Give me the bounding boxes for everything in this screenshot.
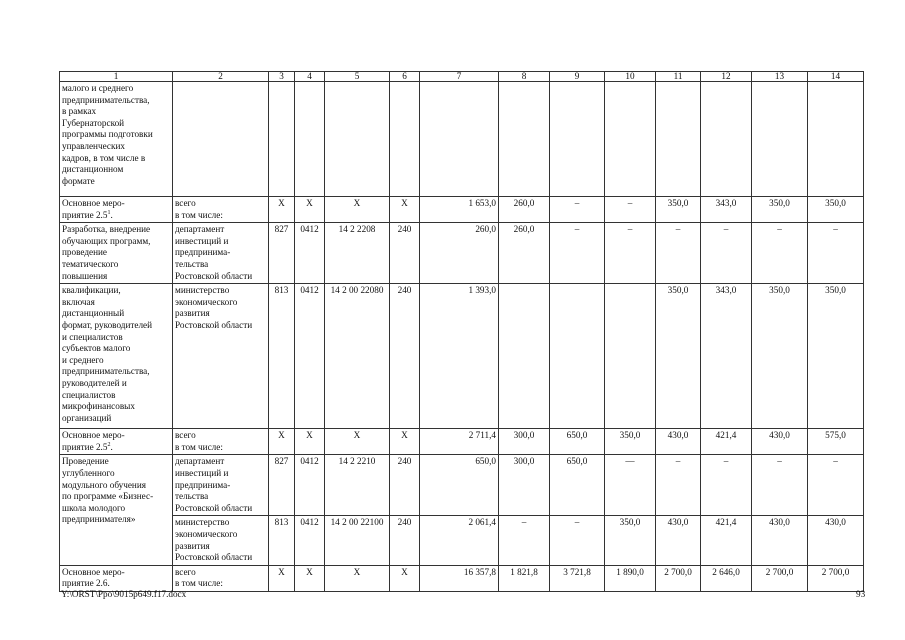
year-value-cell: – <box>550 223 605 284</box>
footnote-mark: 2 <box>107 441 111 448</box>
year-value-cell: 300,0 <box>499 429 550 455</box>
year-value-cell: 343,0 <box>701 197 752 223</box>
year-value-cell: 350,0 <box>656 284 701 429</box>
year-value-cell: 421,4 <box>701 429 752 455</box>
ministry-code-cell: 827 <box>269 455 295 516</box>
year-value-cell: 421,4 <box>701 516 752 565</box>
target-code-cell: 14 2 2210 <box>325 455 390 516</box>
year-value-cell: 430,0 <box>752 429 808 455</box>
year-value-cell: 2 700,0 <box>808 565 864 591</box>
header-cell: 1 <box>60 72 173 82</box>
total-cell: 16 357,8 <box>420 565 499 591</box>
header-cell: 10 <box>605 72 656 82</box>
header-cell: 4 <box>295 72 325 82</box>
year-value-cell: 300,0 <box>499 455 550 516</box>
header-cell: 8 <box>499 72 550 82</box>
executor-cell: департамент инвестиций и предпринима- тельства Ростовской области <box>173 455 269 516</box>
year-value-cell: 260,0 <box>499 197 550 223</box>
table-row <box>60 197 864 223</box>
header-cell: 3 <box>269 72 295 82</box>
year-value-cell: 430,0 <box>656 516 701 565</box>
year-value-cell: 260,0 <box>499 223 550 284</box>
ministry-code-cell: Х <box>269 197 295 223</box>
target-code-cell: 14 2 00 22100 <box>325 516 390 565</box>
year-value-cell: – <box>752 455 808 516</box>
expense-type-cell: Х <box>390 197 420 223</box>
total-cell: 2 061,4 <box>420 516 499 565</box>
header-cell: 5 <box>325 72 390 82</box>
expense-type-cell: Х <box>390 429 420 455</box>
target-code-cell: Х <box>325 429 390 455</box>
executor-cell: департамент инвестиций и предпринима- тельства Ростовской области <box>173 223 269 284</box>
event-label: Основное меро- приятие 2.5 <box>62 198 125 220</box>
budget-table <box>59 71 864 592</box>
ministry-code-cell: 827 <box>269 223 295 284</box>
year-value-cell: 430,0 <box>808 516 864 565</box>
event-name-cell: Основное меро- приятие $2.5^2$. <box>60 429 173 455</box>
year-value-cell: 650,0 <box>550 455 605 516</box>
executor-cell: всего в том числе: <box>173 429 269 455</box>
year-value-cell: 343,0 <box>701 284 752 429</box>
header-cell: 13 <box>752 72 808 82</box>
total-cell: 650,0 <box>420 455 499 516</box>
header-cell: 12 <box>701 72 752 82</box>
section-code-cell: Х <box>295 197 325 223</box>
year-value-cell: 2 700,0 <box>752 565 808 591</box>
table-row <box>60 429 864 455</box>
year-value-cell: – <box>808 455 864 516</box>
year-value-cell: – <box>701 455 752 516</box>
expense-type-cell: 240 <box>390 223 420 284</box>
event-name-cell: квалификации, включая дистанционный формат, руководителей и специалистов субъектов малого и среднего предпринимательства, руководителей и специалистов микрофинансовых организаций <box>60 284 173 429</box>
year-value-cell: 2 646,0 <box>701 565 752 591</box>
year-value-cell: 350,0 <box>605 516 656 565</box>
header-cell: 11 <box>656 72 701 82</box>
year-value-cell <box>499 284 550 429</box>
event-name-cell: Основное меро- приятие $2.5^1$. <box>60 197 173 223</box>
year-value-cell: – <box>752 223 808 284</box>
total-cell: 260,0 <box>420 223 499 284</box>
footnote-mark: 1 <box>107 209 111 216</box>
table-row <box>60 223 864 284</box>
section-code-cell: 0412 <box>295 516 325 565</box>
year-value-cell: – <box>808 223 864 284</box>
header-cell: 14 <box>808 72 864 82</box>
target-code-cell: Х <box>325 565 390 591</box>
event-name-cell: Разработка, внедрение обучающих программ, проведение тематического повышения <box>60 223 173 284</box>
expense-type-cell: 240 <box>390 284 420 429</box>
executor-cell: министерство экономического развития Ростовской области <box>173 284 269 429</box>
year-value-cell: – <box>656 455 701 516</box>
ministry-code-cell: 813 <box>269 516 295 565</box>
year-value-cell: – <box>550 197 605 223</box>
year-value-cell: – <box>605 197 656 223</box>
section-code-cell: 0412 <box>295 455 325 516</box>
event-label: Основное меро- приятие 2.5 <box>62 430 125 452</box>
year-value-cell: – <box>701 223 752 284</box>
year-value-cell: 350,0 <box>656 197 701 223</box>
year-value-cell: 575,0 <box>808 429 864 455</box>
expense-type-cell: Х <box>390 565 420 591</box>
year-value-cell <box>550 284 605 429</box>
section-code-cell: Х <box>295 565 325 591</box>
section-code-cell: 0412 <box>295 284 325 429</box>
target-code-cell: 14 2 2208 <box>325 223 390 284</box>
section-code-cell: 0412 <box>295 223 325 284</box>
target-code-cell: 14 2 00 22080 <box>325 284 390 429</box>
year-value-cell: 650,0 <box>550 429 605 455</box>
year-value-cell: – <box>550 516 605 565</box>
expense-type-cell: 240 <box>390 455 420 516</box>
event-name-cell: Проведение углубленного модульного обучения по программе «Бизнес- школа молодого предпринимателя» <box>60 455 173 565</box>
ministry-code-cell: Х <box>269 565 295 591</box>
table-row <box>60 82 864 197</box>
executor-cell: всего в том числе: <box>173 565 269 591</box>
year-value-cell: 2 700,0 <box>656 565 701 591</box>
year-value-cell: – <box>656 223 701 284</box>
ministry-code-cell: 813 <box>269 284 295 429</box>
year-value-cell: 350,0 <box>808 284 864 429</box>
header-cell: 6 <box>390 72 420 82</box>
executor-cell: всего в том числе: <box>173 197 269 223</box>
year-value-cell: 350,0 <box>605 429 656 455</box>
header-cell: 7 <box>420 72 499 82</box>
section-code-cell: Х <box>295 429 325 455</box>
page-number: 93 <box>856 589 866 599</box>
event-name-cell: Основное меро- приятие 2.6. <box>60 565 173 591</box>
table-row <box>60 284 864 429</box>
executor-cell: министерство экономического развития Ростовской области <box>173 516 269 565</box>
year-value-cell <box>605 284 656 429</box>
year-value-cell: 3 721,8 <box>550 565 605 591</box>
table-row <box>60 455 864 516</box>
total-cell: 1 393,0 <box>420 284 499 429</box>
year-value-cell: 430,0 <box>752 516 808 565</box>
year-value-cell: 1 821,8 <box>499 565 550 591</box>
executor-cell <box>173 82 269 197</box>
header-cell: 9 <box>550 72 605 82</box>
ministry-code-cell: Х <box>269 429 295 455</box>
header-cell: 2 <box>173 72 269 82</box>
year-value-cell: – <box>499 516 550 565</box>
table-row <box>60 516 864 565</box>
column-number-row <box>60 72 864 82</box>
total-cell: 2 711,4 <box>420 429 499 455</box>
year-value-cell: — <box>605 455 656 516</box>
year-value-cell: 350,0 <box>752 197 808 223</box>
year-value-cell: – <box>605 223 656 284</box>
year-value-cell: 350,0 <box>808 197 864 223</box>
expense-type-cell: 240 <box>390 516 420 565</box>
total-cell: 1 653,0 <box>420 197 499 223</box>
year-value-cell: 350,0 <box>752 284 808 429</box>
footer-file-path: Y:\ORST\Ppo\9015p649.f17.docx <box>61 589 187 599</box>
year-value-cell: 430,0 <box>656 429 701 455</box>
table-row <box>60 565 864 591</box>
target-code-cell: Х <box>325 197 390 223</box>
year-value-cell: 1 890,0 <box>605 565 656 591</box>
event-name-cell: малого и среднего предпринимательства, в рамках Губернаторской программы подготовки управленческих кадров, в том числе в дистанционном формате <box>60 82 173 197</box>
